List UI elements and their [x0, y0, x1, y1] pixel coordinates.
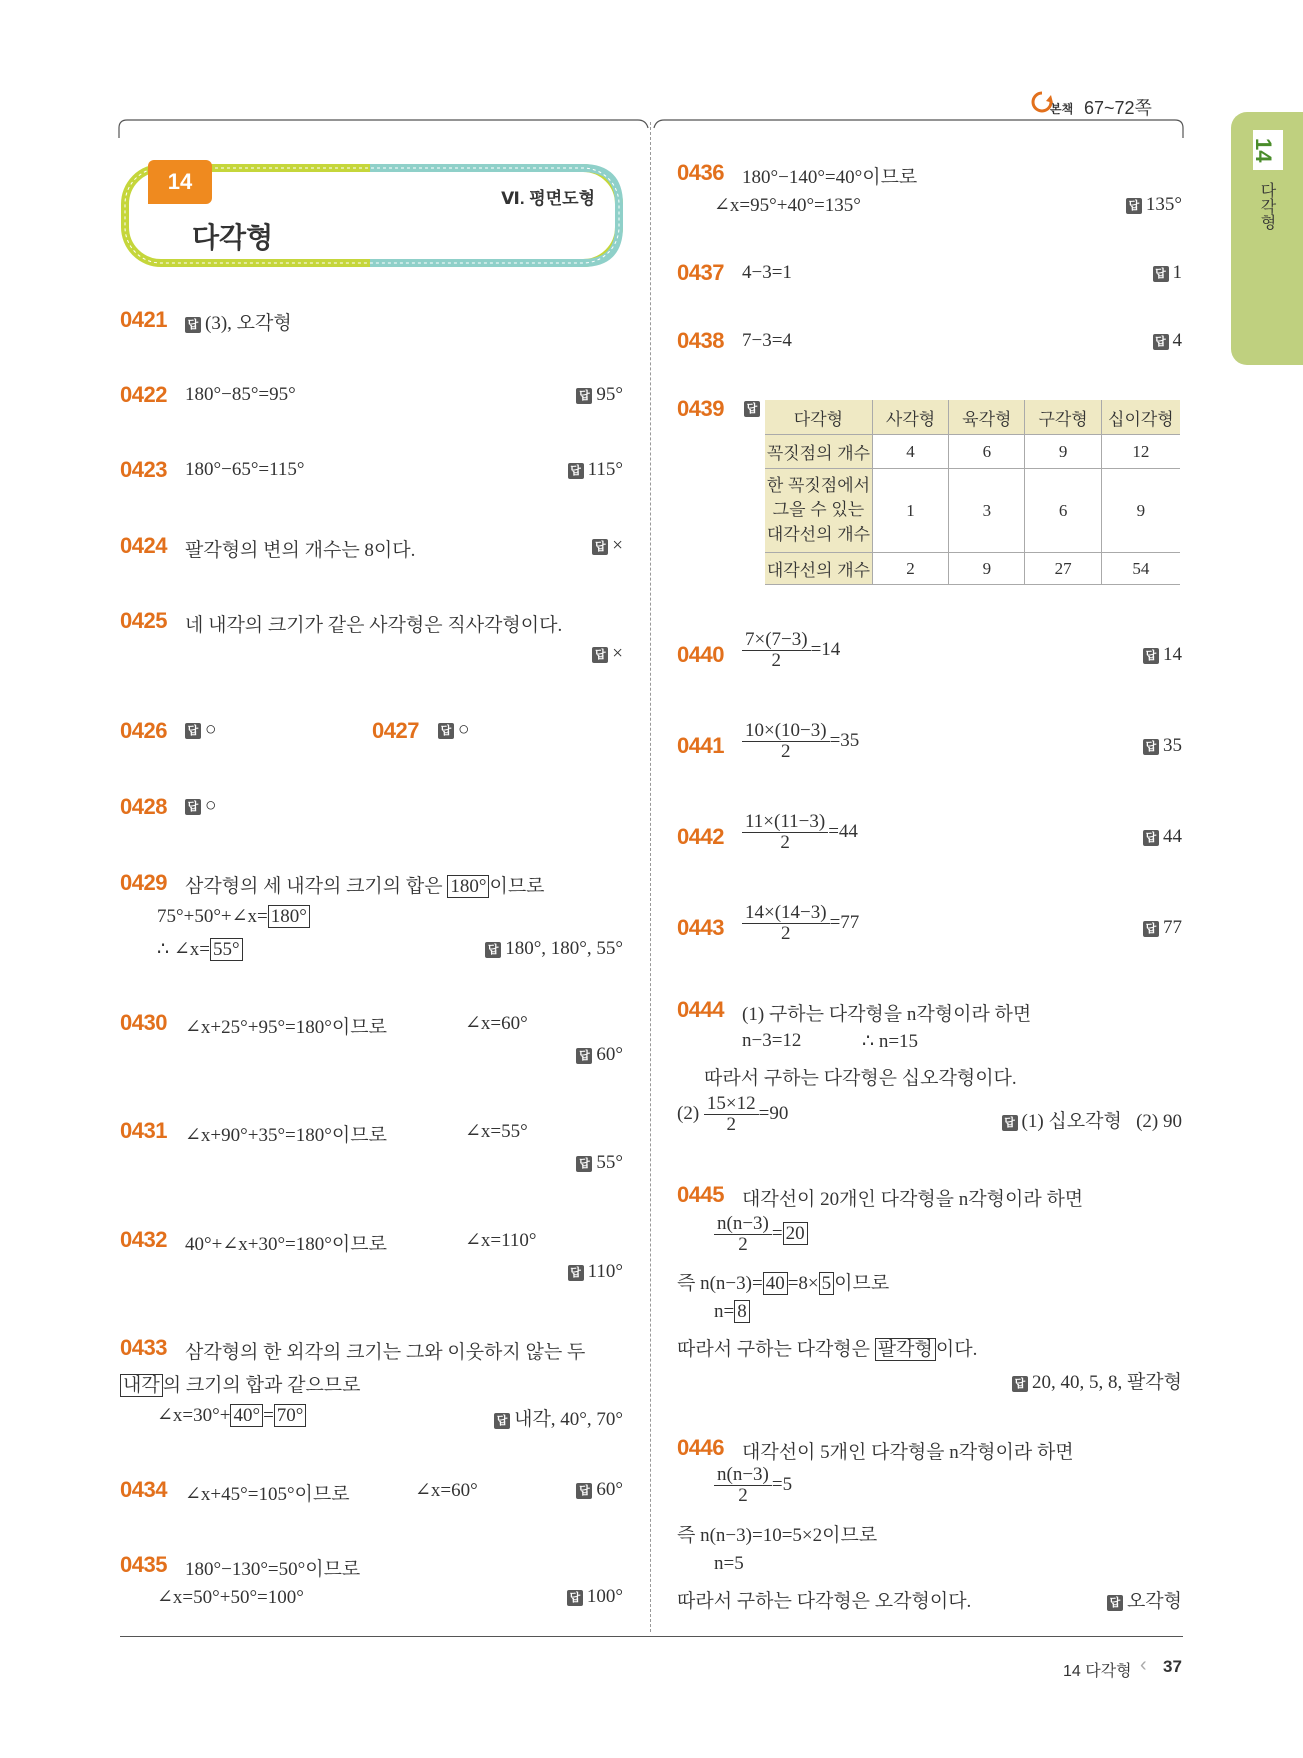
table-header: 구각형: [1025, 400, 1101, 435]
problem-number: 0433: [120, 1335, 167, 1360]
answer: 답 내각, 40°, 70°: [494, 1404, 623, 1431]
row-label: 한 꼭짓점에서 그을 수 있는 대각선의 개수: [765, 469, 872, 553]
answer: 답 35: [1143, 735, 1182, 757]
table-header-row: [765, 400, 1180, 435]
solution-text: 따라서 구하는 다각형은 십오각형이다.: [704, 1068, 1017, 1089]
problem-number: 0431: [120, 1118, 167, 1143]
solution-text: ∠x=95°+40°=135°: [714, 195, 861, 216]
solution-text: 180°−65°=115°: [185, 459, 305, 480]
solution-text: ∴ n=15: [862, 1031, 919, 1052]
answer: 답 ○: [185, 719, 216, 741]
chapter-number: 14: [148, 160, 212, 204]
answer: 답 95°: [576, 384, 623, 406]
table-header: 십이각형: [1101, 400, 1180, 435]
answer: 답 77: [1143, 917, 1182, 939]
chapter-header: [120, 160, 625, 270]
table-header: 다각형: [765, 400, 872, 435]
chapter-title: 다각형: [192, 222, 274, 253]
table-cell: 27: [1025, 553, 1101, 585]
answer: 답 60°: [576, 1479, 623, 1501]
solution-text: (1) 구하는 다각형을 n각형이라 하면: [742, 1004, 1032, 1025]
row-label: 대각선의 개수: [765, 553, 872, 585]
solution-text: $\frac{14\times(14-3)}{2}$ =77: [742, 903, 859, 944]
footer-chapter: 14 다각형: [1063, 1663, 1132, 1680]
problem-number: 0445: [677, 1182, 724, 1207]
problem-number: 0424: [120, 533, 167, 558]
table-row: [765, 469, 1180, 553]
problem-number: 0439: [677, 396, 724, 421]
solution-text: $\frac{n(n-3)}{2}$ =5: [714, 1465, 792, 1506]
solution-text: 따라서 구하는 다각형은 오각형이다.: [677, 1591, 972, 1612]
problem-number: 0436: [677, 160, 724, 185]
solution-text: $\frac{n(n-3)}{2}$ = 20: [714, 1214, 808, 1255]
problem-number: 0440: [677, 642, 724, 667]
answer: 답 오각형: [1107, 1586, 1182, 1613]
answer: 답 ○: [438, 719, 469, 741]
table-cell: 12: [1101, 435, 1180, 469]
solution-text: ∠x=30°+ 40° = 70°: [157, 1404, 306, 1427]
answer: 답 60°: [576, 1044, 623, 1066]
problem-number: 0442: [677, 824, 724, 849]
answer: 답 (1) 십오각형 (2) 90: [1002, 1106, 1182, 1133]
answer: 답 1: [1153, 262, 1183, 284]
table-header: 사각형: [872, 400, 948, 435]
footer-rule: [120, 1636, 1183, 1637]
table-cell: 4: [872, 435, 948, 469]
answer: 답 110°: [568, 1261, 623, 1283]
problem-number: 0438: [677, 328, 724, 353]
table-cell: 9: [1101, 469, 1180, 553]
page-range: 67~72쪽: [1084, 98, 1152, 118]
book-reference: [1030, 88, 1170, 118]
solution-text: 75°+50°+∠x= 180°: [157, 905, 310, 928]
side-tab-number: 14: [1253, 130, 1283, 170]
polygon-table: [765, 400, 1180, 585]
row-label: 꼭짓점의 개수: [765, 435, 872, 469]
problem-number: 0443: [677, 915, 724, 940]
solution-text: (2) $\frac{15\times 12}{2}$ =90: [677, 1093, 789, 1135]
answer: 답 4: [1153, 330, 1183, 352]
solution-text: $\frac{10\times(10-3)}{2}$ =35: [742, 721, 859, 762]
answer: 답 55°: [576, 1152, 623, 1174]
problem-number: 0425: [120, 608, 167, 633]
table-cell: 2: [872, 553, 948, 585]
column-divider: [650, 122, 651, 1632]
solution-text: 대각선이 5개인 다각형을 n각형이라 하면: [742, 1442, 1074, 1463]
problem-number: 0435: [120, 1552, 167, 1577]
problem-number: 0437: [677, 260, 724, 285]
solution-text: 180°−130°=50°이므로: [185, 1559, 361, 1580]
table-row: [765, 553, 1180, 585]
solution-text: 180°−85°=95°: [185, 384, 296, 405]
problem-number: 0428: [120, 794, 167, 819]
solution-text: 팔각형의 변의 개수는 8이다.: [185, 540, 416, 561]
problem-number: 0441: [677, 733, 724, 758]
answer: 답 180°, 180°, 55°: [485, 938, 623, 960]
answer: 답 100°: [567, 1586, 623, 1608]
side-tab: [1231, 112, 1303, 365]
answer: 답 ×: [592, 535, 623, 557]
problem-number: 0430: [120, 1010, 167, 1035]
solution-text: 삼각형의 세 내각의 크기의 합은 180° 이므로: [185, 876, 545, 897]
solution-text: ∠x=50°+50°=100°: [157, 1587, 304, 1608]
answer: 답 ○: [185, 795, 216, 817]
solution-result: ∠x=60°: [465, 1013, 528, 1034]
top-frame: [118, 118, 1184, 140]
solution-text: ∠x+45°=105°이므로: [185, 1484, 350, 1505]
solution-text: 4−3=1: [742, 262, 792, 283]
answer: 답 115°: [568, 459, 623, 481]
solution-text: $\frac{7\times(7-3)}{2}$ =14: [742, 630, 840, 671]
table-header: 육각형: [949, 400, 1025, 435]
solution-text: 네 내각의 크기가 같은 사각형은 직사각형이다.: [185, 615, 563, 636]
problem-number: 0426: [120, 718, 167, 743]
table-cell: 9: [949, 553, 1025, 585]
problem-number: 0422: [120, 382, 167, 407]
answer: 답 (3), 오각형: [185, 308, 292, 335]
table-cell: 3: [949, 469, 1025, 553]
book-label: 본책: [1050, 102, 1074, 116]
solution-text: ∴ ∠x= 55°: [157, 938, 243, 961]
solution-text: ∠x+90°+35°=180°이므로: [185, 1125, 387, 1146]
side-tab-title: 다각형: [1258, 182, 1275, 230]
page-number: 37: [1163, 1657, 1182, 1676]
table-cell: 54: [1101, 553, 1180, 585]
table-cell: 6: [1025, 469, 1101, 553]
answer: 답 ×: [592, 643, 623, 665]
answer: 답 20, 40, 5, 8, 팔각형: [1012, 1367, 1182, 1394]
solution-result: ∠x=60°: [415, 1480, 478, 1501]
problem-number: 0446: [677, 1435, 724, 1460]
problem-number: 0423: [120, 457, 167, 482]
problem-number: 0429: [120, 870, 167, 895]
problem-number: 0432: [120, 1227, 167, 1252]
solution-result: ∠x=110°: [465, 1230, 537, 1251]
solution-text: 대각선이 20개인 다각형을 n각형이라 하면: [742, 1189, 1084, 1210]
table-cell: 1: [872, 469, 948, 553]
solution-text: 즉 n(n−3)= 40 =8× 5 이므로: [677, 1273, 890, 1294]
solution-text: ∠x+25°+95°=180°이므로: [185, 1017, 387, 1038]
solution-text: 즉 n(n−3)=10=5×2이므로: [677, 1525, 878, 1546]
solution-text: n=5: [714, 1553, 744, 1574]
problem-number: 0434: [120, 1477, 167, 1502]
answer: 답 14: [1143, 644, 1182, 666]
problem-number: 0421: [120, 307, 167, 332]
table-cell: 9: [1025, 435, 1101, 469]
solution-text: 따라서 구하는 다각형은 팔각형 이다.: [677, 1339, 978, 1360]
chevron-left-icon: ‹: [1140, 1654, 1147, 1676]
solution-text: 180°−140°=40°이므로: [742, 167, 918, 188]
solution-text: 내각 의 크기의 합과 같으므로: [120, 1370, 361, 1397]
problem-number: 0444: [677, 997, 724, 1022]
unit-label: Ⅵ. 평면도형: [501, 189, 595, 208]
problem-number: 0427: [372, 718, 419, 743]
solution-text: 7−3=4: [742, 330, 792, 351]
solution-text: $\frac{11\times(11-3)}{2}$ =44: [742, 812, 858, 853]
solution-text: n−3=12: [742, 1030, 802, 1051]
table-row: [765, 435, 1180, 469]
solution-result: ∠x=55°: [465, 1121, 528, 1142]
answer: 답 44: [1143, 826, 1182, 848]
answer: 답 135°: [1126, 194, 1182, 216]
table-cell: 6: [949, 435, 1025, 469]
solution-text: 40°+∠x+30°=180°이므로: [185, 1234, 387, 1255]
answer-label: 답: [744, 400, 764, 418]
solution-text: 삼각형의 한 외각의 크기는 그와 이웃하지 않는 두: [185, 1342, 586, 1363]
solution-text: n= 8: [714, 1301, 750, 1323]
